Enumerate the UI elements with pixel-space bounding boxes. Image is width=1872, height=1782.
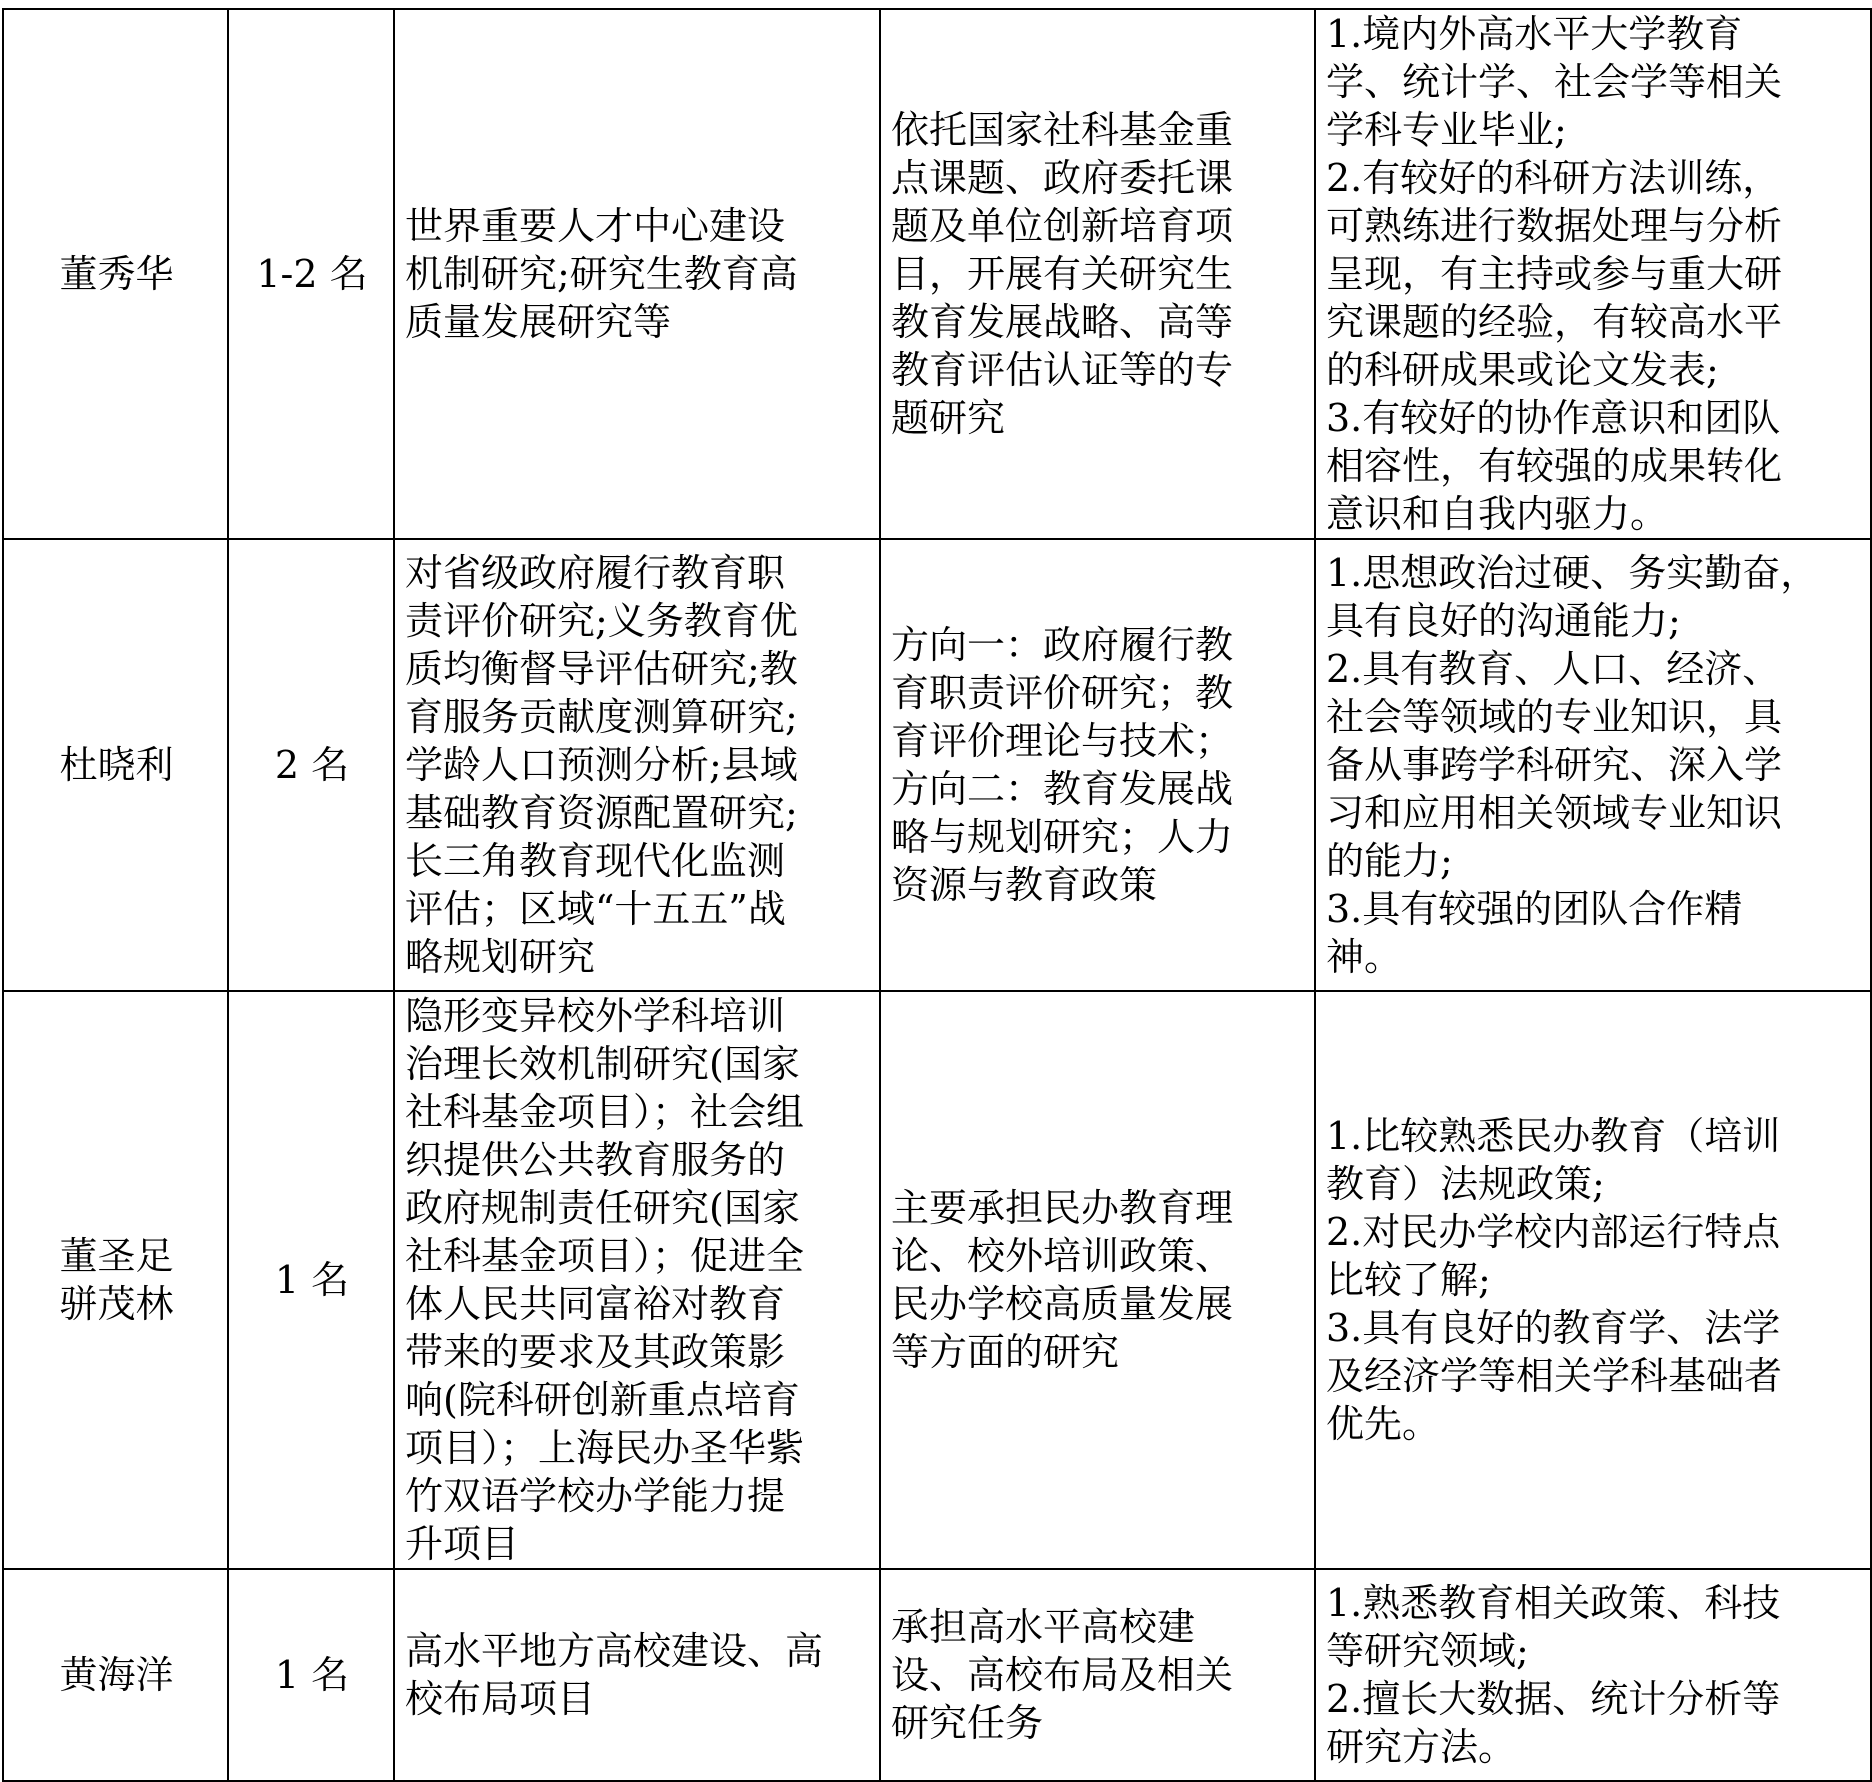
- supervisor-name-cell: 黄海洋: [3, 1569, 228, 1781]
- quota-cell: 1 名: [228, 991, 394, 1569]
- table-row: [3, 539, 1871, 991]
- work-content-cell: 主要承担民办教育理 论、校外培训政策、 民办学校高质量发展 等方面的研究: [880, 991, 1315, 1569]
- table-row: [3, 1569, 1871, 1781]
- quota-cell: 1 名: [228, 1569, 394, 1781]
- requirements-cell: 1.熟悉教育相关政策、科技 等研究领域; 2.擅长大数据、统计分析等 研究方法。: [1315, 1569, 1871, 1781]
- table-row: [3, 991, 1871, 1569]
- work-content-cell: 方向一：政府履行教 育职责评价研究；教 育评价理论与技术； 方向二：教育发展战 略与规划研究；人力 资源与教育政策: [880, 539, 1315, 991]
- requirements-cell: 1.境内外高水平大学教育 学、统计学、社会学等相关 学科专业毕业; 2.有较好的科研方法训练， 可熟练进行数据处理与分析 呈现，有主持或参与重大研 究课题的经验，有较高水平 的科研成果或论文发表; 3.有较好的协作意识和团队 相容性，有较强的成果转化 意识和自我内驱力。: [1315, 9, 1871, 539]
- research-direction-cell: 高水平地方高校建设、高 校布局项目: [394, 1569, 880, 1781]
- quota-cell: 1-2 名: [228, 9, 394, 539]
- research-direction-cell: 对省级政府履行教育职 责评价研究;义务教育优 质均衡督导评估研究;教 育服务贡献度测算研究; 学龄人口预测分析;县域 基础教育资源配置研究; 长三角教育现代化监测 评估；区域“十五五”战 略规划研究: [394, 539, 880, 991]
- quota-cell: 2 名: [228, 539, 394, 991]
- supervisor-name-cell: 董圣足 骈茂林: [3, 991, 228, 1569]
- research-direction-cell: 隐形变异校外学科培训 治理长效机制研究(国家 社科基金项目）；社会组 织提供公共教育服务的 政府规制责任研究(国家 社科基金项目）；促进全 体人民共同富裕对教育 带来的要求及其政策影 响(院科研创新重点培育 项目）；上海民办圣华紫 竹双语学校办学能力提 升项目: [394, 991, 880, 1569]
- table-row: [3, 9, 1871, 539]
- supervisor-recruitment-table: [2, 8, 1872, 1782]
- supervisor-name-cell: 杜晓利: [3, 539, 228, 991]
- work-content-cell: 依托国家社科基金重 点课题、政府委托课 题及单位创新培育项 目，开展有关研究生 教育发展战略、高等 教育评估认证等的专 题研究: [880, 9, 1315, 539]
- requirements-cell: 1.比较熟悉民办教育（培训 教育）法规政策; 2.对民办学校内部运行特点 比较了解; 3.具有良好的教育学、法学 及经济学等相关学科基础者 优先。: [1315, 991, 1871, 1569]
- supervisor-name-cell: 董秀华: [3, 9, 228, 539]
- work-content-cell: 承担高水平高校建 设、高校布局及相关 研究任务: [880, 1569, 1315, 1781]
- research-direction-cell: 世界重要人才中心建设 机制研究;研究生教育高 质量发展研究等: [394, 9, 880, 539]
- requirements-cell: 1.思想政治过硬、务实勤奋， 具有良好的沟通能力; 2.具有教育、人口、经济、 社会等领域的专业知识，具 备从事跨学科研究、深入学 习和应用相关领域专业知识 的能力; 3.具有较强的团队合作精 神。: [1315, 539, 1871, 991]
